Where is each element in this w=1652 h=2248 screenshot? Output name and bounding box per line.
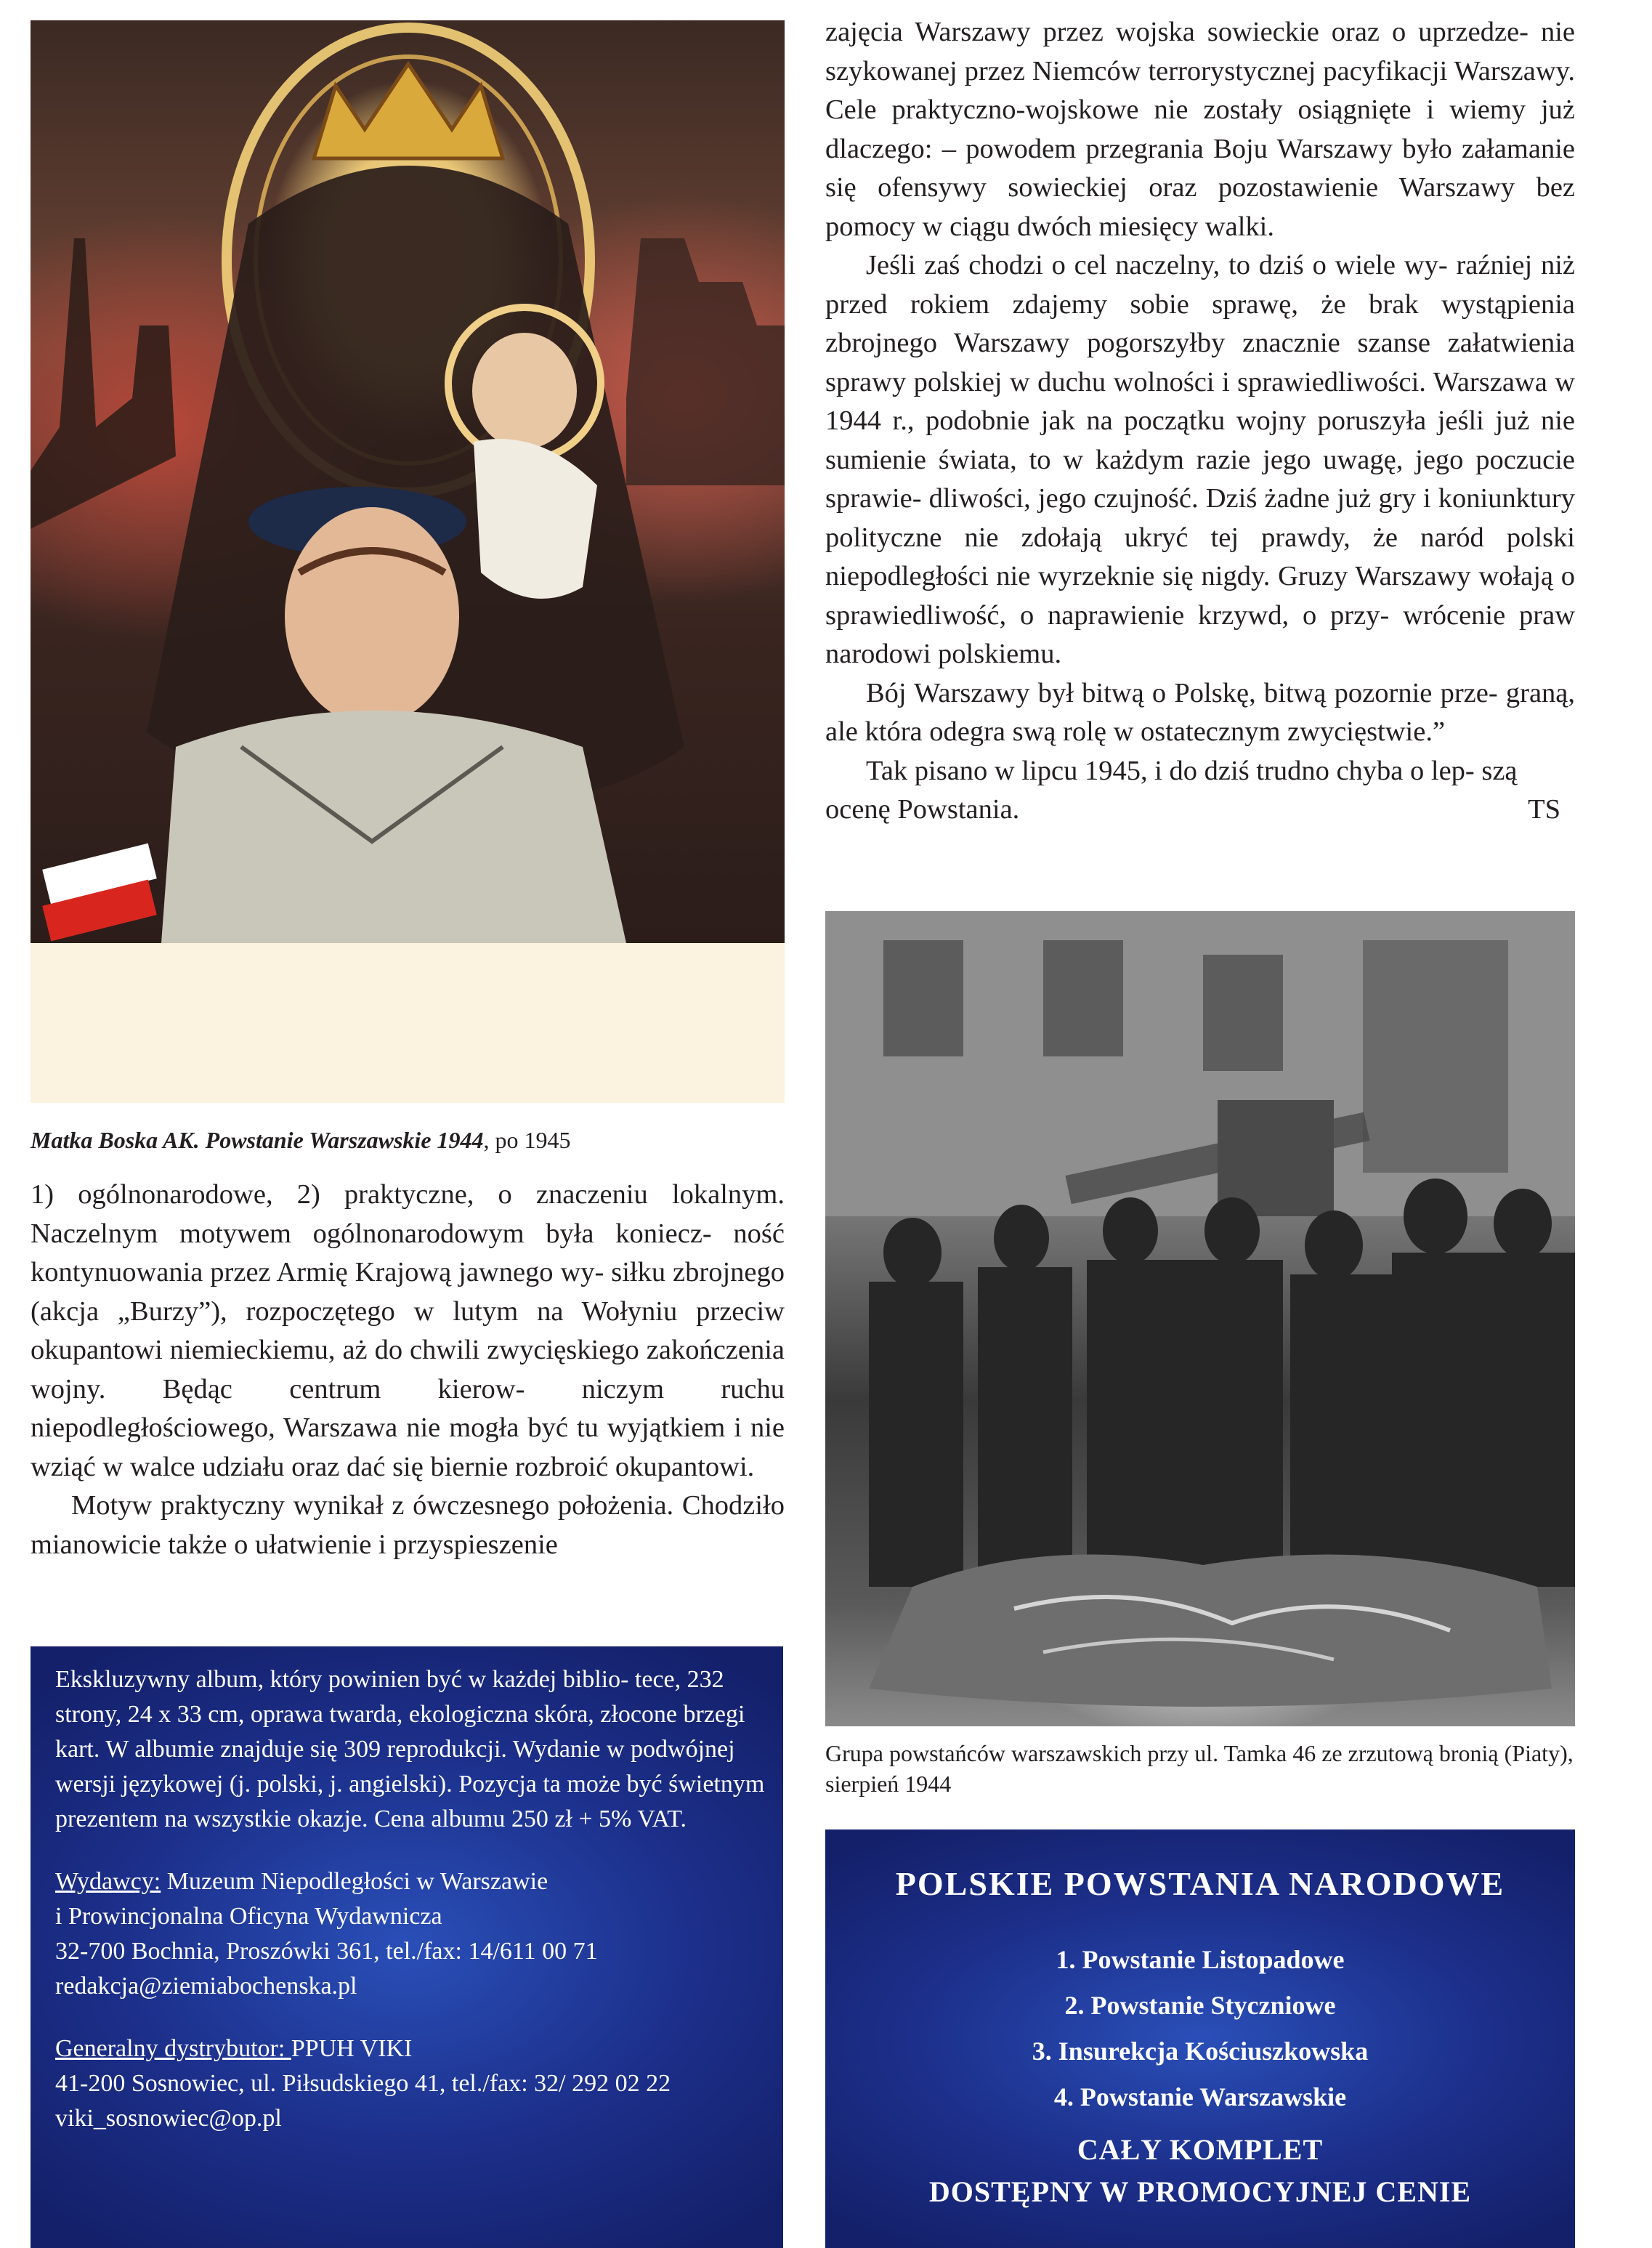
series-item: 3. Insurekcja Kościuszkowska [1032,2037,1369,2066]
paragraph-last [825,752,1575,830]
series-item: 1. Powstanie Listopadowe [1056,1945,1345,1974]
painting-caption [31,1125,785,1155]
series-offer-line: CAŁY KOMPLET [1077,2133,1324,2166]
painting-caption-area [31,943,785,1103]
distributor-name: PPUH VIKI [291,2035,413,2062]
publishers-line: i Prowincjonalna Oficyna Wydawnicza [55,1903,442,1930]
author-signature: TS [1528,794,1560,825]
series-offer [825,2129,1575,2213]
distributor-block [55,2031,767,2136]
publishers-block [55,1864,767,2004]
series-item: 2. Powstanie Styczniowe [1064,1991,1336,2020]
publishers-label: Wydawcy: [55,1868,161,1895]
painting-caption-suffix: , po 1945 [483,1127,571,1153]
paragraph: Jeśli zaś chodzi o cel naczelny, to dziś o wiele wy- raźniej niż przed rokiem zdajemy sobie sprawę, że brak wystąpienia zbrojnego Warszawy pogorszyłby znacznie szanse załatwienia sprawy polskiej w duchu wolności i sprawiedliwości. Warszawa w 1944 r., podobnie jak na początku wojny poruszyła jeśli już nie sumienie świata, to w każdym razie jego uwagę, jego poczucie sprawie- dliwości, jego czujność. Dziś żadne już gry i koniunktury polityczne nie zdołają ukryć tej prawdy, że naród polski niepodległości nie wyrzeknie się nigdy. Gruzy Warszawy wołają o sprawiedliwość, o naprawienie krzywd, o przy- wrócenie praw narodowi polskiemu. [825,250,1575,669]
album-description: Ekskluzywny album, który powinien być w każdej biblio- tece, 232 strony, 24 x 33 cm, oprawa twarda, ekologiczna skóra, złocone brzegi kart. W albumie znajduje się 309 reprodukcji. Wydanie w podwójnej wersji językowej (j. polski, j. angielski). Pozycja ta może być świetnym prezentem na wszystkie okazje. Cena albumu 250 zł + 5% VAT. [55,1666,765,1832]
album-advertisement [31,1646,783,2248]
publishers-address: 32-700 Bochnia, Proszówki 361, tel./fax: 14/611 00 71 [55,1938,598,1965]
paragraph: zajęcia Warszawy przez wojska sowieckie oraz o uprzedze- nie szykowanej przez Niemców terrorystycznej pacyfikacji Warszawy. Cele praktyczno-wojskowe nie zostały osiągnięte i wiemy już dlaczego: – powodem przegrania Boju Warszawy było załamanie się ofensywy sowieckiej oraz pozostawienie Warszawy bez pomocy w ciągu dwóch miesięcy walki. [825,17,1575,242]
left-column-text [31,1176,785,1564]
right-column-text [825,13,1575,830]
photo-scene [825,911,1575,1726]
paragraph: 1) ogólnonarodowe, 2) praktyczne, o znaczeniu lokalnym. Naczelnym motywem ogólnonarodowym była koniecz- ność kontynuowania przez Armię Krajową jawnego wy- siłku zbrojnego (akcja „Burzy”), rozpoczętego w lutym na Wołyniu przeciw okupantowi niemieckiemu, aż do chwili zwycięskiego zakończenia wojny. Będąc centrum kierow- niczym ruchu niepodległościowego, Warszawa nie mogła być tu wyjątkiem i nie wziąć w walce udziału oraz dać się biernie rozbroić okupantowi. [31,1179,785,1482]
painting-illustration [31,20,785,1103]
series-list [825,1937,1575,2120]
paragraph: Motyw praktyczny wynikał z ówczesnego położenia. Chodziło mianowicie także o ułatwienie i przyspieszenie [31,1490,785,1560]
series-item: 4. Powstanie Warszawskie [1053,2082,1347,2111]
series-title: POLSKIE POWSTANIA NARODOWE [895,1865,1505,1902]
publishers-email: redakcja@ziemiabochenska.pl [55,1973,357,2000]
historical-photo [825,911,1575,1726]
photo-caption: Grupa powstańców warszawskich przy ul. Tamka 46 ze zrzutową bronią (Piaty), sierpień 1944 [825,1740,1574,1797]
paragraph: Bój Warszawy był bitwą o Polskę, bitwą pozornie prze- graną, ale która odegra swą rolę w ostatecznym zwycięstwie.” [825,677,1575,747]
series-promo-box [825,1829,1575,2248]
painting-artwork [31,20,785,943]
painting-caption-title: Matka Boska AK. Powstanie Warszawskie 1944 [31,1127,484,1153]
publishers-line: Muzeum Niepodległości w Warszawie [161,1868,548,1895]
series-offer-line: DOSTĘPNY W PROMOCYJNEJ CENIE [928,2175,1472,2208]
distributor-label: Generalny dystrybutor: [55,2035,291,2062]
distributor-address: 41-200 Sosnowiec, ul. Piłsudskiego 41, tel./fax: 32/ 292 02 22 viki_sosnowiec@op.pl [55,2070,671,2132]
paragraph-last-text: Tak pisano w lipcu 1945, i do dziś trudno chyba o lep- szą ocenę Powstania. [825,755,1518,825]
